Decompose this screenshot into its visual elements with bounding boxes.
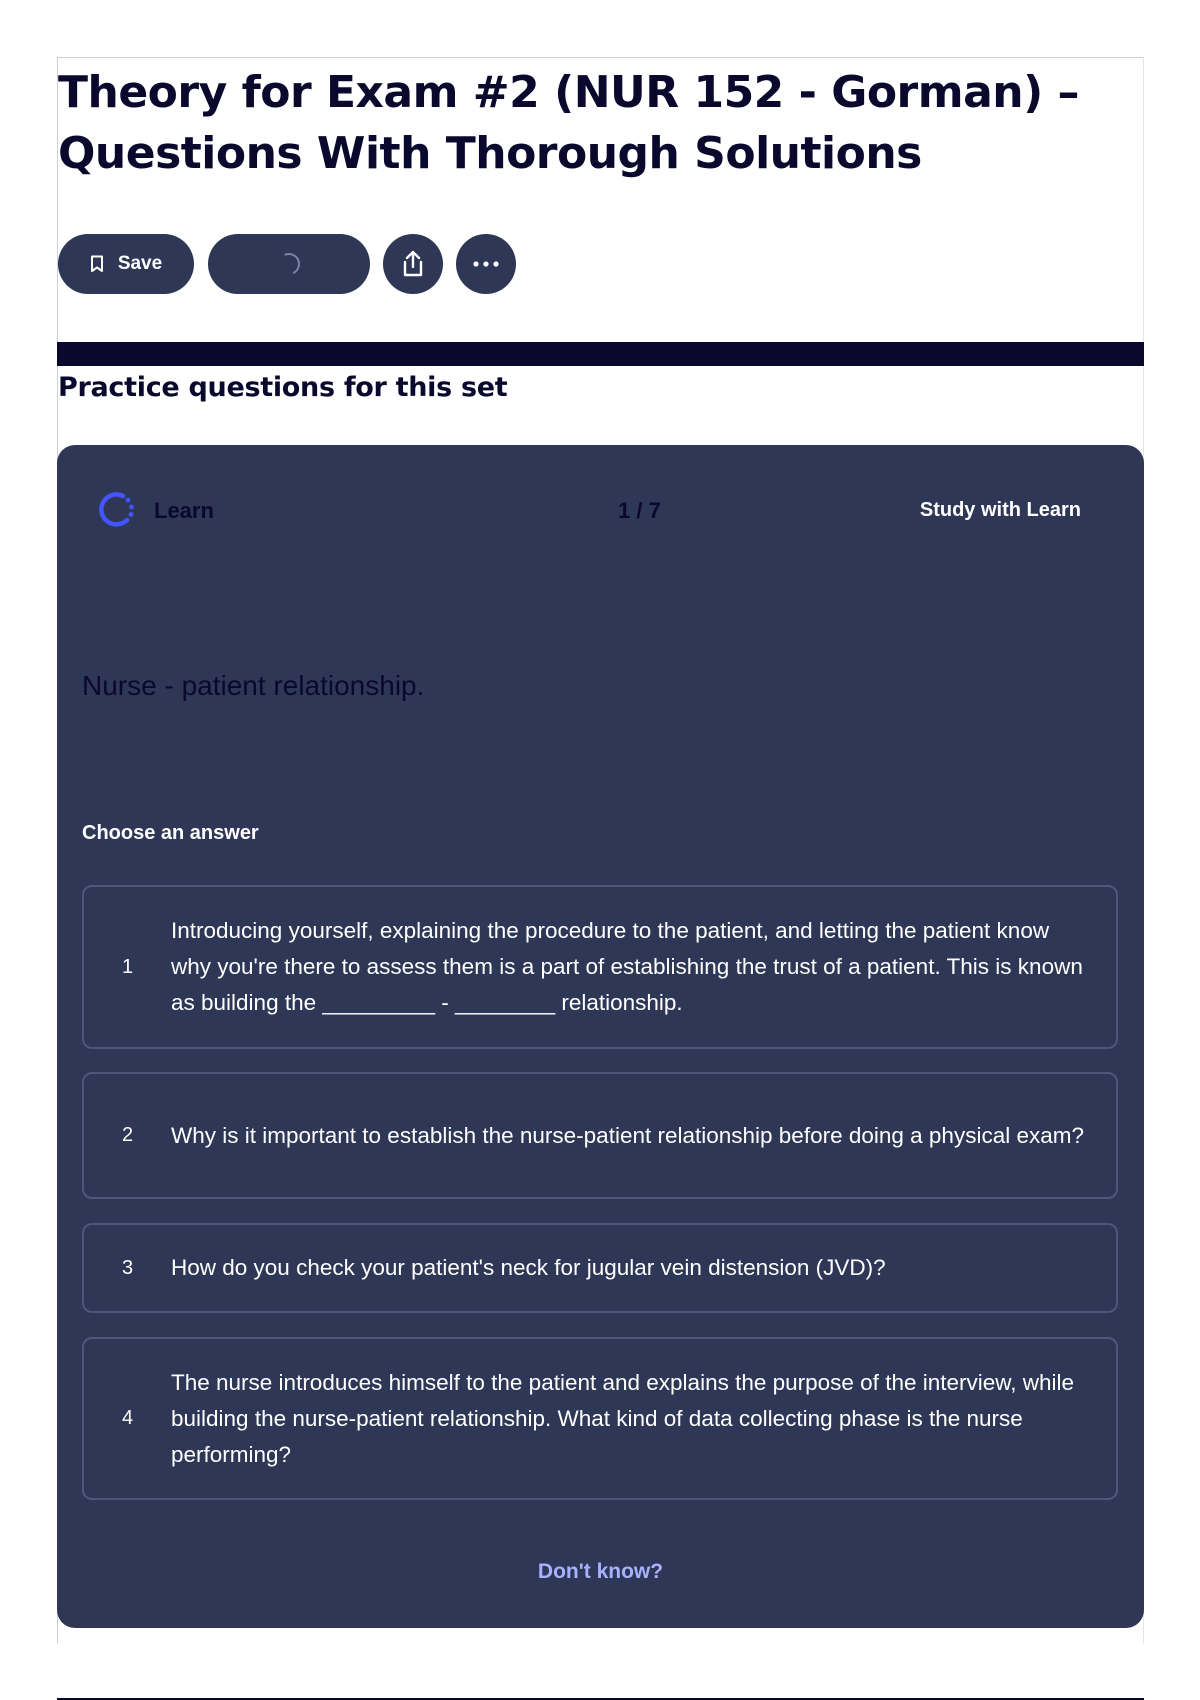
- answer-option-number: 2: [121, 1124, 134, 1146]
- loading-spinner-icon: [275, 250, 303, 278]
- loading-button[interactable]: [208, 234, 370, 294]
- more-icon: [473, 261, 499, 267]
- dont-know-button[interactable]: Don't know?: [537, 1560, 664, 1583]
- answer-option-text: How do you check your patient's neck for jugular vein distension (JVD)?: [171, 1255, 886, 1280]
- save-button-label: Save: [117, 253, 163, 274]
- learn-mode-label: Learn: [154, 498, 214, 523]
- share-icon: [400, 250, 426, 278]
- answer-option-1[interactable]: [82, 885, 1118, 1049]
- learn-card-header: [97, 483, 1104, 533]
- divider-band: [57, 342, 1144, 366]
- study-with-learn-link[interactable]: Study with Learn: [919, 499, 1081, 521]
- more-options-button[interactable]: [456, 234, 516, 294]
- choose-answer-label: Choose an answer: [82, 822, 259, 844]
- answer-option-text: The nurse introduces himself to the patient and explains the purpose of the interview, while building the nurse-patient relationship. What kind of data collecting phase is the nurse performing?: [171, 1369, 1075, 1467]
- answer-option-number: 4: [121, 1407, 134, 1429]
- answer-option-4[interactable]: [82, 1337, 1118, 1500]
- answer-option-2[interactable]: [82, 1072, 1118, 1199]
- learn-card: [57, 445, 1144, 1628]
- answer-option-3[interactable]: [82, 1223, 1118, 1313]
- bookmark-icon: [90, 255, 104, 273]
- page-title-line-1: Theory for Exam #2 (NUR 152 - Gorman) –: [58, 67, 1080, 118]
- answer-option-text: Why is it important to establish the nurse-patient relationship before doing a physical exam?: [171, 1122, 1084, 1148]
- answer-option-number: 1: [121, 955, 134, 978]
- share-button[interactable]: [383, 234, 443, 294]
- page-title-line-2: Questions With Thorough Solutions: [58, 128, 922, 179]
- question-counter: 1 / 7: [618, 498, 661, 523]
- answer-option-text: Introducing yourself, explaining the procedure to the patient, and letting the patient know why you're there to assess them is a part of establishing the trust of a patient. This is known as building the _________ - ________ relationship.: [171, 918, 1083, 1015]
- answer-option-number: 3: [121, 1256, 134, 1279]
- section-title: Practice questions for this set: [58, 372, 508, 403]
- page-title: [58, 62, 1118, 184]
- question-term: Nurse - patient relationship.: [82, 670, 425, 701]
- save-button[interactable]: [58, 234, 194, 294]
- learn-logo-icon: [97, 489, 137, 529]
